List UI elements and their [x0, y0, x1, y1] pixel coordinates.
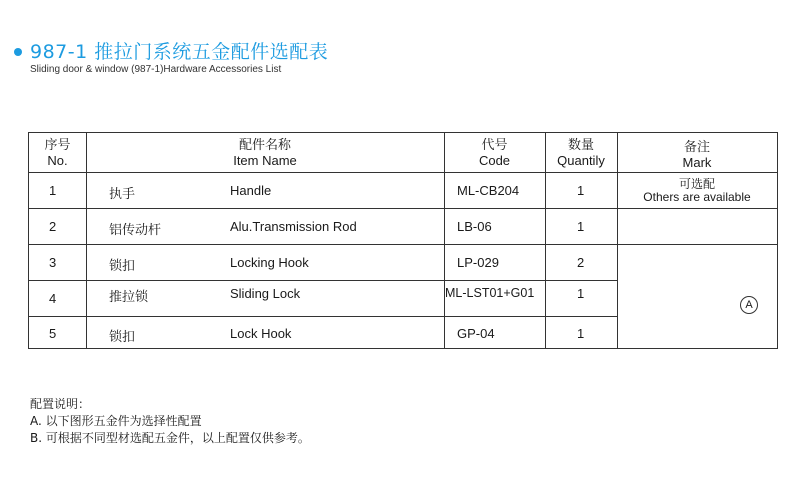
row5-qty: 1: [577, 326, 585, 341]
row4-qty: 1: [577, 286, 585, 301]
row4-name-en: Sliding Lock: [230, 286, 301, 301]
notes-line-a: A. 以下图形五金件为选择性配置: [30, 414, 202, 428]
row-divider: [29, 172, 777, 173]
row-divider: [29, 208, 777, 209]
row-divider: [29, 280, 617, 281]
row2-name-zh: 铝传动杆: [109, 222, 162, 237]
row-divider: [29, 244, 777, 245]
row1-code: ML-CB204: [457, 183, 520, 198]
header-quantity: 数量 Quantily: [557, 137, 605, 168]
row-divider: [29, 316, 617, 317]
row4-code: ML-LST01+G01: [445, 286, 535, 300]
title-bullet: [14, 48, 22, 56]
optional-mark-a: A: [740, 296, 758, 314]
accessories-table: [28, 132, 778, 349]
row1-mark: 可选配 Others are available: [643, 177, 751, 204]
config-notes: [30, 396, 310, 447]
row3-no: 3: [49, 255, 57, 270]
header-code: 代号 Code: [478, 137, 511, 168]
row1-name-en: Handle: [230, 183, 272, 198]
row4-no: 4: [49, 291, 57, 306]
row4-name-zh: 推拉锁: [109, 289, 149, 304]
row3-name-zh: 锁扣: [109, 258, 136, 273]
header-mark: 备注 Mark: [682, 139, 712, 170]
row2-name-en: Alu.Transmission Rod: [230, 219, 357, 234]
notes-line-b: B. 可根据不同型材选配五金件，以上配置仅供参考。: [30, 431, 310, 445]
page-subtitle: Sliding door & window (987-1)Hardware Accessories List: [30, 64, 282, 75]
row1-no: 1: [49, 183, 57, 198]
row1-qty: 1: [577, 183, 585, 198]
row3-name-en: Locking Hook: [230, 255, 309, 270]
header-item-name: 配件名称 Item Name: [233, 137, 297, 168]
row5-name-zh: 锁扣: [109, 329, 136, 344]
page-title: 987-1 推拉门系统五金配件选配表: [30, 41, 329, 63]
row3-code: LP-029: [457, 255, 499, 270]
notes-heading: 配置说明：: [30, 397, 91, 411]
row3-qty: 2: [577, 255, 585, 270]
header-no: 序号 No.: [44, 137, 71, 168]
row2-qty: 1: [577, 219, 585, 234]
row5-code: GP-04: [457, 326, 495, 341]
row2-code: LB-06: [457, 219, 492, 234]
row1-name-zh: 执手: [109, 186, 136, 201]
row5-name-en: Lock Hook: [230, 326, 292, 341]
row2-no: 2: [49, 219, 57, 234]
row5-no: 5: [49, 326, 57, 341]
